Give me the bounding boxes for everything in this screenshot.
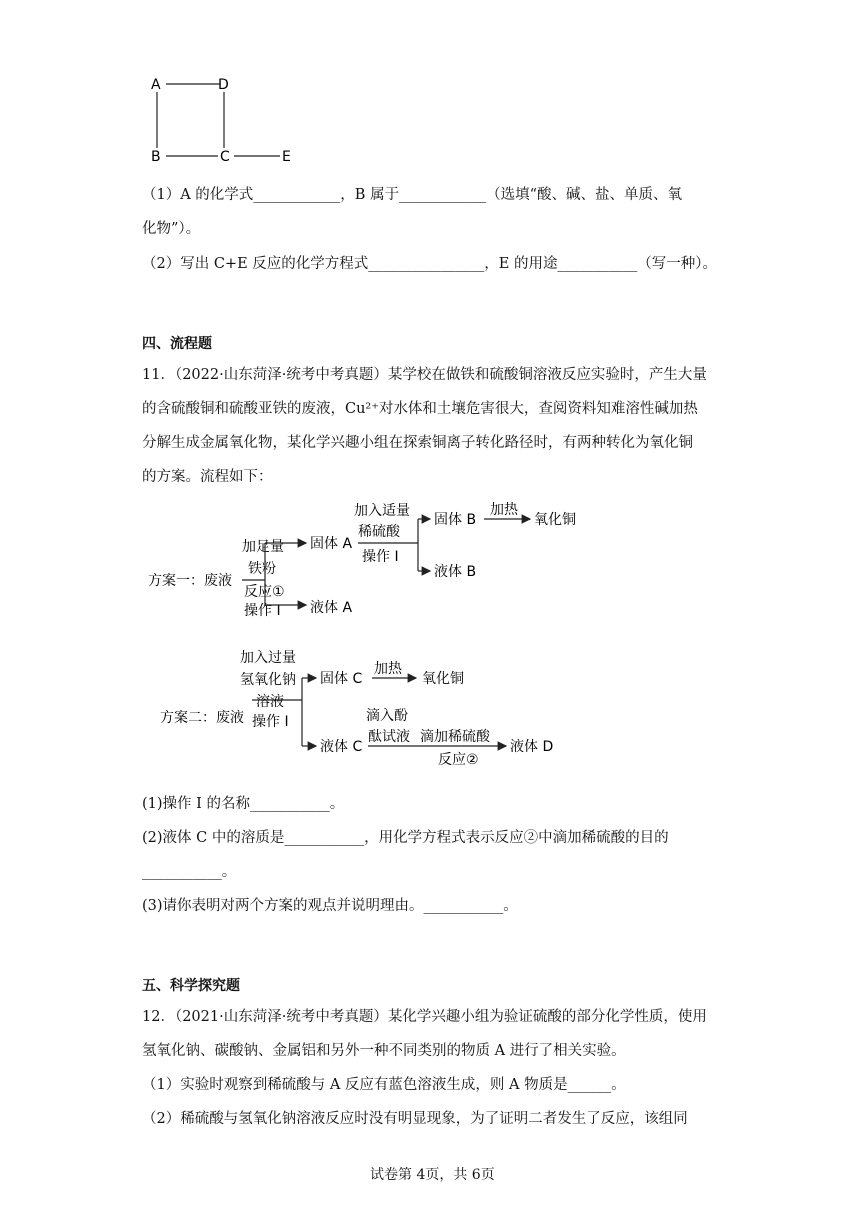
- scheme-2-label: 方案二：废液: [160, 710, 244, 726]
- scheme-1-copper-oxide: 氧化铜: [534, 512, 576, 528]
- scheme-2-acid: 滴加稀硫酸: [420, 729, 490, 745]
- solid-b: 固体 B: [434, 512, 477, 528]
- node-c: C: [220, 149, 230, 165]
- scheme-2-copper-oxide: 氧化铜: [422, 671, 464, 687]
- q12-sub1: （1）实验时观察到稀硫酸与 A 反应有蓝色溶液生成，则 A 物质是______。: [142, 1077, 626, 1093]
- q11-sub2-line1: (2)液体 C 中的溶质是___________，用化学方程式表示反应②中滴加稀硫酸的目的: [142, 830, 669, 846]
- flowchart-scheme-1: [140, 495, 600, 625]
- node-e: E: [282, 149, 291, 165]
- page-footer: 试卷第 4页，共 6页: [370, 1167, 495, 1183]
- scheme-1-reagent-4: 稀硫酸: [358, 524, 400, 540]
- section-5-heading: 五、科学探究题: [142, 978, 240, 994]
- scheme-2-operation-1: 操作 I: [252, 714, 289, 730]
- liquid-b: 液体 B: [434, 564, 477, 580]
- q11-sub2-line2: ___________。: [142, 864, 237, 880]
- q10-part2: （2）写出 C+E 反应的化学方程式________________，E 的用途___________（写一种）。: [142, 256, 717, 272]
- solid-c: 固体 C: [320, 671, 363, 687]
- relationship-diagram: [140, 70, 320, 170]
- q10-part1-line1: （1）A 的化学式____________，B 属于____________（选填“酸、碱、盐、单质、氧: [142, 187, 682, 203]
- scheme-1-heat: 加热: [490, 502, 518, 518]
- flowchart-scheme-2: [140, 640, 600, 770]
- q11-sub1: (1)操作 I 的名称___________。: [142, 796, 345, 812]
- liquid-d: 液体 D: [510, 739, 554, 755]
- section-4-heading: 四、流程题: [142, 336, 212, 352]
- node-a: A: [151, 77, 161, 93]
- scheme-2-reaction-2: 反应②: [438, 752, 479, 768]
- node-d: D: [218, 77, 229, 93]
- scheme-1-reagent-2: 铁粉: [248, 561, 276, 577]
- q12-line1: 12．（2021·山东菏泽·统考中考真题）某化学兴趣小组为验证硫酸的部分化学性质，使用: [142, 1009, 707, 1025]
- scheme-1-label: 方案一：废液: [148, 573, 232, 589]
- solid-a: 固体 A: [310, 536, 353, 552]
- q10-part1-line2: 化物”）。: [142, 221, 201, 237]
- q11-line4: 的方案。流程如下：: [142, 469, 273, 485]
- scheme-1-reagent-1: 加足量: [242, 539, 284, 555]
- q11-line1: 11．（2022·山东菏泽·统考中考真题）某学校在做铁和硫酸铜溶液反应实验时，产生大量: [142, 367, 707, 383]
- q11-sub3: (3)请你表明对两个方案的观点并说明理由。___________。: [142, 898, 518, 914]
- scheme-1-operation-1: 操作 I: [244, 603, 281, 619]
- node-b: B: [151, 149, 161, 165]
- q11-line3: 分解生成金属氧化物，某化学兴趣小组在探索铜离子转化路径时，有两种转化为氧化铜: [142, 435, 693, 451]
- q11-line2: 的含硫酸铜和硫酸亚铁的废液，Cu²⁺对水体和土壤危害很大，查阅资料知难溶性碱加热: [142, 401, 698, 417]
- scheme-1-operation-2: 操作 I: [362, 549, 399, 565]
- liquid-a: 液体 A: [310, 600, 353, 616]
- scheme-2-reagent-3: 溶液: [256, 694, 284, 710]
- q12-sub2: （2）稀硫酸与氢氧化钠溶液反应时没有明显现象，为了证明二者发生了反应，该组同: [142, 1111, 688, 1127]
- scheme-2-indicator-2: 酞试液: [368, 729, 410, 745]
- scheme-1-reagent-3: 加入适量: [354, 503, 410, 519]
- q12-line2: 氢氧化钠、碳酸钠、金属铝和另外一种不同类别的物质 A 进行了相关实验。: [142, 1043, 626, 1059]
- liquid-c: 液体 C: [320, 739, 363, 755]
- scheme-2-reagent-2: 氢氧化钠: [240, 672, 296, 688]
- scheme-2-heat: 加热: [374, 661, 402, 677]
- scheme-1-reaction-1: 反应①: [244, 584, 285, 600]
- scheme-2-indicator-1: 滴入酚: [366, 708, 408, 724]
- scheme-2-reagent-1: 加入过量: [240, 650, 296, 666]
